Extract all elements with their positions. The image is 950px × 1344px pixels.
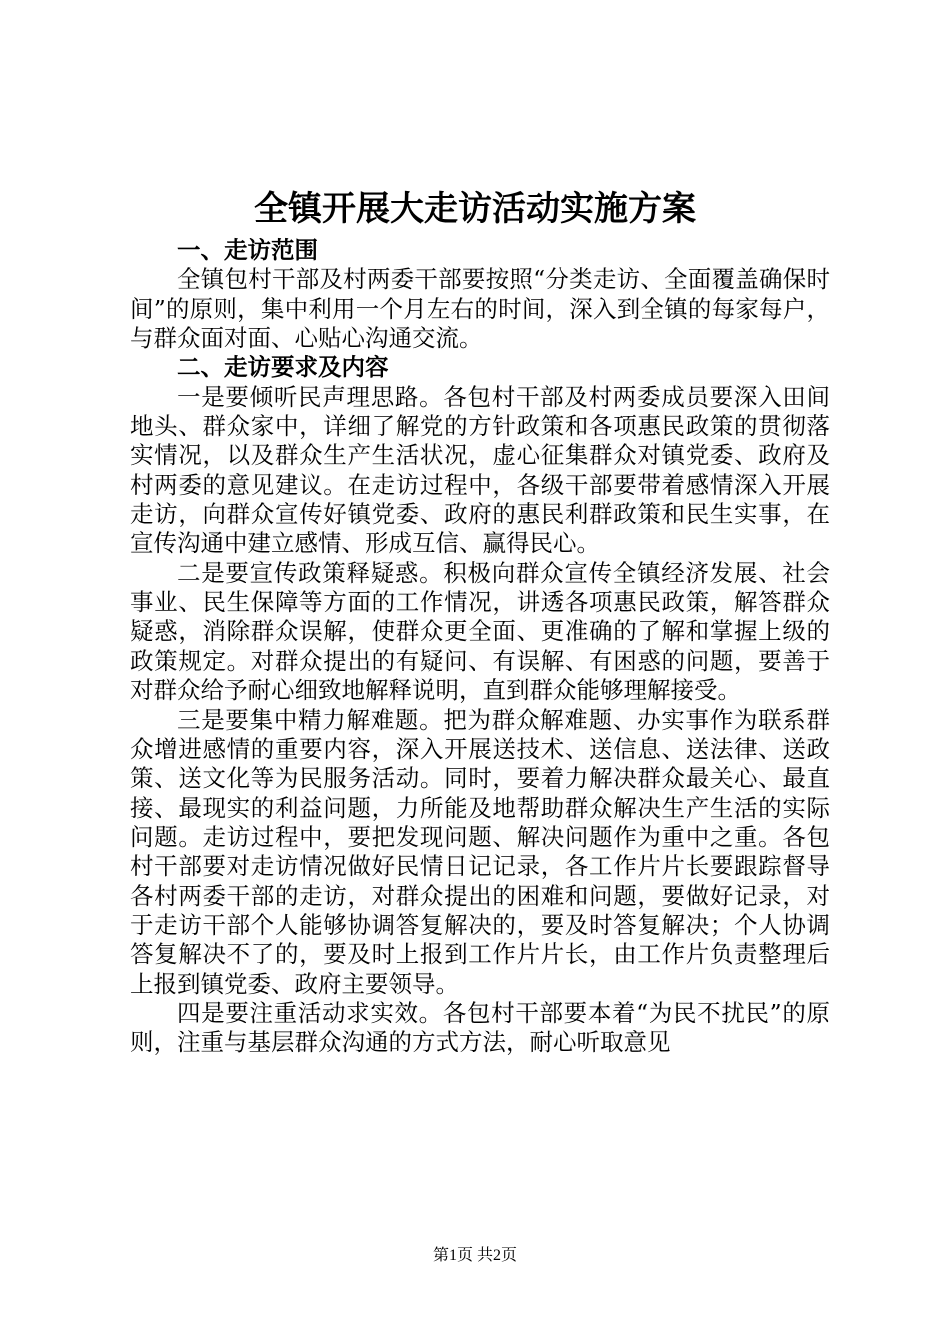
document-title: 全镇开展大走访活动实施方案 (254, 189, 696, 229)
section-heading-requirements: 二、走访要求及内容 (177, 353, 389, 382)
document-body (130, 236, 830, 1058)
paragraph-listen: 一是要倾听民声理思路。各包村干部及村两委成员要深入田间地头、群众家中，详细了解党的方针政策和各项惠民政策的贯彻落实情况，以及群众生产生活状况，虚心征集群众对镇党委、政府及村两委的意见建议。在走访过程中，各级干部要带着感情深入开展走访，向群众宣传好镇党委、政府的惠民利群政策和民生实事，在宣传沟通中建立感情、形成互信、赢得民心。 (130, 382, 830, 558)
page-footer: 第1页 共2页 (432, 1247, 517, 1264)
paragraph-solve-problems: 三是要集中精力解难题。把为群众解难题、办实事作为联系群众增进感情的重要内容，深入开展送技术、送信息、送法律、送政策、送文化等为民服务活动。同时，要着力解决群众最关心、最直接、最现实的利益问题，力所能及地帮助群众解决生产生活的实际问题。走访过程中，要把发现问题、解决问题作为重中之重。各包村干部要对走访情况做好民情日记记录，各工作片片长要跟踪督导各村两委干部的走访，对群众提出的困难和问题，要做好记录，对于走访干部个人能够协调答复解决的，要及时答复解决；个人协调答复解决不了的，要及时上报到工作片片长，由工作片负责整理后上报到镇党委、政府主要领导。 (130, 705, 830, 998)
paragraph-scope: 全镇包村干部及村两委干部要按照“分类走访、全面覆盖确保时间”的原则，集中利用一个月左右的时间，深入到全镇的每家每户，与群众面对面、心贴心沟通交流。 (130, 265, 830, 353)
section-heading-scope: 一、走访范围 (177, 236, 318, 264)
paragraph-effectiveness: 四是要注重活动求实效。各包村干部要本着“为民不扰民”的原则，注重与基层群众沟通的方式方法，耐心听取意见 (130, 998, 830, 1057)
paragraph-publicize: 二是要宣传政策释疑惑。积极向群众宣传全镇经济发展、社会事业、民生保障等方面的工作情况，讲透各项惠民政策，解答群众疑惑，消除群众误解，使群众更全面、更准确的了解和掌握上级的政策规定。对群众提出的有疑问、有误解、有困惑的问题，要善于对群众给予耐心细致地解释说明，直到群众能够理解接受。 (130, 558, 830, 705)
